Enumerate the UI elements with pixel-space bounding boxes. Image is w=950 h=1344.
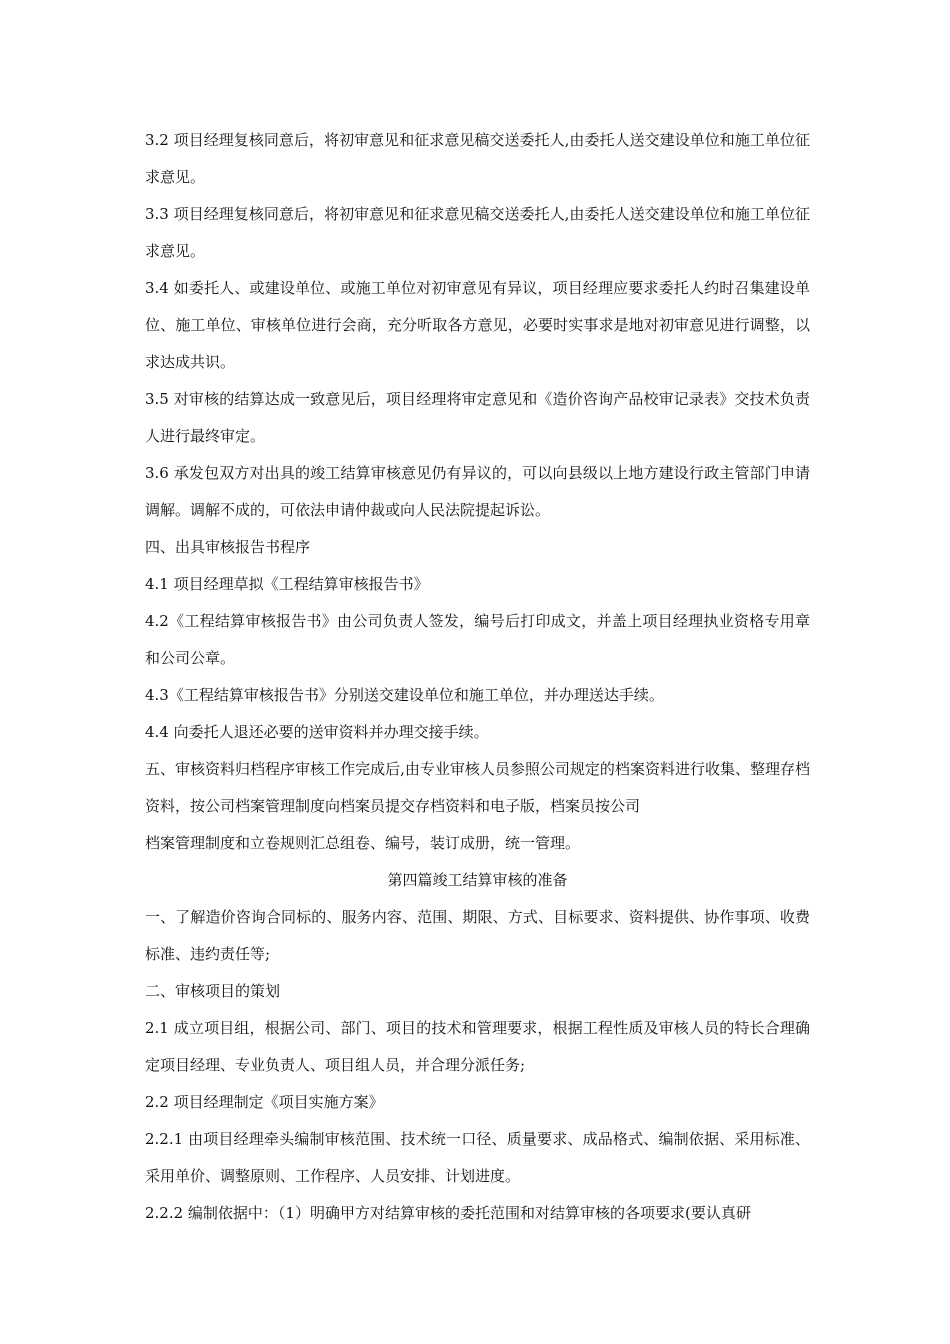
paragraph-4-2: 4.2《工程结算审核报告书》由公司负责人签发，编号后打印成文，并盖上项目经理执业资格专用章和公司公章。 [145,612,810,667]
paragraph-2-1: 2.1 成立项目组，根据公司、部门、项目的技术和管理要求，根据工程性质及审核人员的特长合理确定项目经理、专业负责人、项目组人员，并合理分派任务; [145,1019,810,1074]
paragraph-4-1: 4.1 项目经理草拟《工程结算审核报告书》 [145,575,429,593]
section-heading-4: 四、出具审核报告书程序 [145,538,311,556]
chapter-heading: 第四篇竣工结算审核的准备 [387,871,568,889]
document-body [145,122,810,1232]
paragraph-4-4: 4.4 向委托人退还必要的送审资料并办理交接手续。 [145,723,489,741]
paragraph-3-3: 3.3 项目经理复核同意后，将初审意见和征求意见稿交送委托人,由委托人送交建设单位和施工单位征求意见。 [145,205,810,260]
paragraph-prep-1: 一、了解造价咨询合同标的、服务内容、范围、期限、方式、目标要求、资料提供、协作事项、收费标准、违约责任等; [145,908,810,963]
paragraph-3-6: 3.6 承发包双方对出具的竣工结算审核意见仍有异议的，可以向县级以上地方建设行政主管部门申请调解。调解不成的，可依法申请仲裁或向人民法院提起诉讼。 [145,464,810,519]
paragraph-2-2: 2.2 项目经理制定《项目实施方案》 [145,1093,384,1111]
paragraph-3-5: 3.5 对审核的结算达成一致意见后，项目经理将审定意见和《造价咨询产品校审记录表》交技术负责人进行最终审定。 [145,390,810,445]
paragraph-2-2-2: 2.2.2 编制依据中：（1）明确甲方对结算审核的委托范围和对结算审核的各项要求(要认真研 [145,1204,751,1222]
paragraph-3-4: 3.4 如委托人、或建设单位、或施工单位对初审意见有异议，项目经理应要求委托人约时召集建设单位、施工单位、审核单位进行会商，充分听取各方意见，必要时实事求是地对初审意见进行调整，以求达成共识。 [145,279,810,371]
section-heading-5: 五、审核资料归档程序审核工作完成后,由专业审核人员参照公司规定的档案资料进行收集、整理存档资料，按公司档案管理制度向档案员提交存档资料和电子版，档案员按公司 [145,760,810,815]
paragraph-5-continuation: 档案管理制度和立卷规则汇总组卷、编号，装订成册，统一管理。 [145,834,581,852]
paragraph-3-2: 3.2 项目经理复核同意后，将初审意见和征求意见稿交送委托人,由委托人送交建设单位和施工单位征求意见。 [145,131,810,186]
paragraph-2-2-1: 2.2.1 由项目经理牵头编制审核范围、技术统一口径、质量要求、成品格式、编制依据、采用标准、采用单价、调整原则、工作程序、人员安排、计划进度。 [145,1130,810,1185]
paragraph-prep-2: 二、审核项目的策划 [145,982,281,1000]
paragraph-4-3: 4.3《工程结算审核报告书》分别送交建设单位和施工单位，并办理送达手续。 [145,686,664,704]
